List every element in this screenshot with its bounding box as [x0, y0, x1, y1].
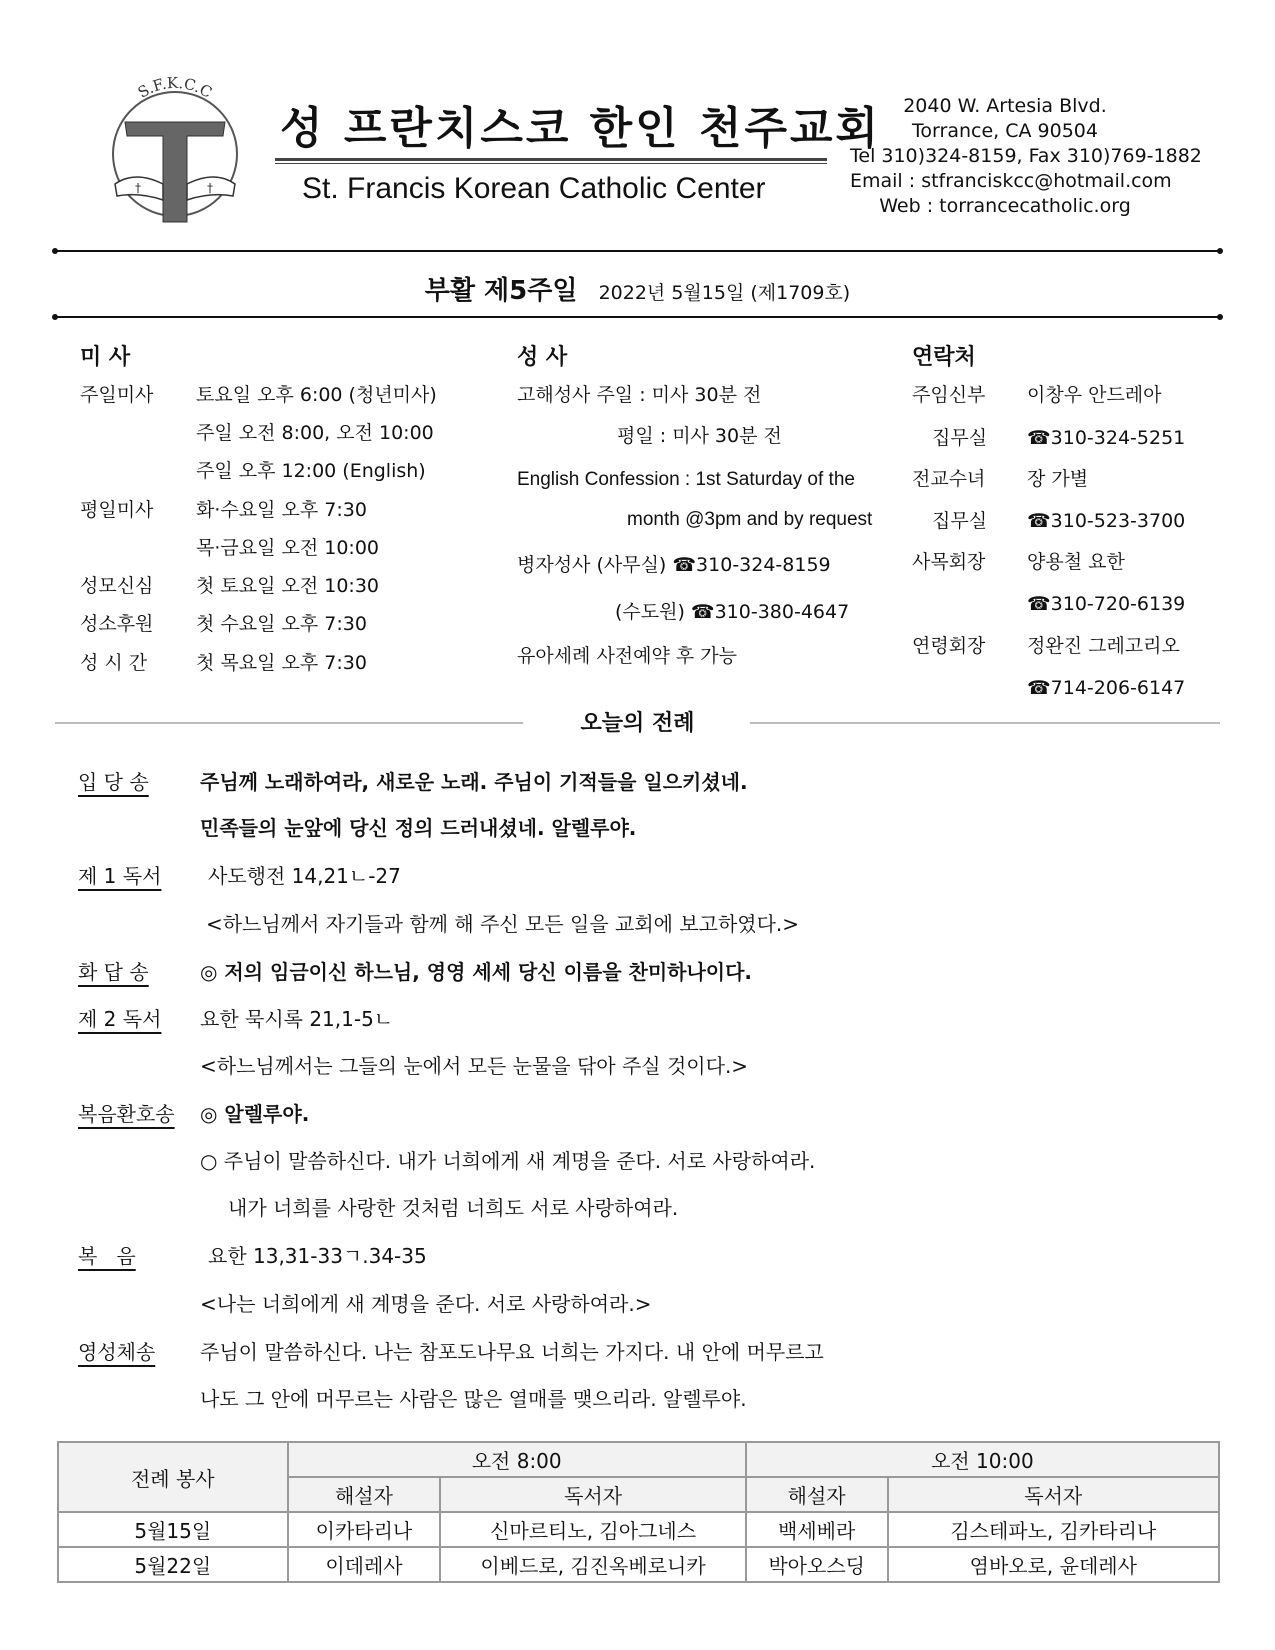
gospel-acclamation: ◎ 알렐루야. [200, 1102, 310, 1126]
gospel-acclamation-verse-2: 내가 너희를 사랑한 것처럼 너희도 서로 사랑하여라. [228, 1196, 679, 1220]
mass-value: 토요일 오후 6:00 (청년미사) [196, 384, 437, 406]
mass-value: 목·금요일 오전 10:00 [196, 537, 379, 559]
table-row [58, 1547, 1219, 1582]
commentator-10am: 백세베라 [746, 1512, 888, 1547]
divider-top [55, 250, 1220, 252]
mass-10am-header: 오전 10:00 [746, 1442, 1219, 1477]
contact-value: 장 가별 [1027, 468, 1089, 490]
svg-text:S.F.K.C.C [135, 74, 215, 102]
commentator-8am: 이카타리나 [288, 1512, 441, 1547]
mass-value: 첫 토요일 오전 10:30 [196, 575, 379, 597]
contact-value: 정완진 그레고리오 [1027, 635, 1180, 657]
table-row [58, 1512, 1219, 1547]
service-date: 5월22일 [58, 1547, 288, 1582]
entrance-antiphon-label: 입 당 송 [78, 770, 149, 794]
commentator-10am: 박아오스딩 [746, 1547, 888, 1582]
mass-label: 성모신심 [80, 575, 154, 597]
commentator-header: 해설자 [288, 1477, 441, 1512]
mass-value: 주일 오후 12:00 (English) [196, 460, 426, 482]
first-reading-ref: 사도행전 14,21ㄴ-27 [208, 864, 401, 888]
reader-header: 독서자 [440, 1477, 745, 1512]
mass-value: 주일 오전 8:00, 오전 10:00 [196, 422, 434, 444]
issue-line [0, 270, 1275, 307]
parish-title-english: St. Francis Korean Catholic Center [302, 172, 766, 205]
contact-label: 주임신부 [912, 384, 986, 406]
mass-label: 주일미사 [80, 384, 154, 406]
gospel-acclamation-verse-1: ○ 주님이 말씀하신다. 내가 너희에게 새 계명을 준다. 서로 사랑하여라. [200, 1149, 816, 1173]
anointing-convent: (수도원) ☎310-380-4647 [615, 601, 850, 623]
entrance-antiphon-line-2: 민족들의 눈앞에 당신 정의 드러내셨네. 알렐루야. [200, 816, 637, 840]
infant-baptism: 유아세례 사전예약 후 가능 [517, 645, 738, 667]
website: Web : torrancecatholic.org [879, 195, 1131, 217]
contact-value: 양용철 요한 [1027, 551, 1125, 573]
issue-title: 부활 제5주일 [424, 276, 578, 306]
mass-value: 첫 목요일 오후 7:30 [196, 652, 367, 674]
first-reading-label: 제 1 독서 [78, 864, 162, 888]
title-divider [275, 158, 827, 164]
service-date: 5월15일 [58, 1512, 288, 1547]
second-reading-ref: 요한 묵시록 21,1-5ㄴ [200, 1007, 394, 1031]
mass-8am-header: 오전 8:00 [288, 1442, 746, 1477]
contact-value: ☎310-720-6139 [1027, 593, 1186, 615]
email: Email : stfranciskcc@hotmail.com [850, 170, 1172, 192]
address-line-1: 2040 W. Artesia Blvd. [903, 95, 1107, 117]
readers-10am: 염바오로, 윤데레사 [888, 1547, 1219, 1582]
contact-value: ☎310-523-3700 [1027, 510, 1186, 532]
responsorial-psalm: ◎ 저의 임금이신 하느님, 영영 세세 당신 이름을 찬미하나이다. [200, 960, 753, 984]
gospel-acclamation-label: 복음환호송 [78, 1102, 175, 1126]
mass-label: 평일미사 [80, 499, 154, 521]
gospel-ref: 요한 13,31-33ㄱ.34-35 [208, 1244, 427, 1268]
second-reading-label: 제 2 독서 [78, 1007, 162, 1031]
divider-issue [55, 316, 1220, 318]
svg-text:†: † [207, 181, 213, 195]
liturgy-service-table [57, 1441, 1220, 1583]
parish-logo [95, 72, 255, 232]
anointing-office: 병자성사 (사무실) ☎310-324-8159 [517, 554, 831, 576]
logo-text: S.F.K.C.C [134, 73, 216, 102]
svg-text:†: † [135, 181, 141, 195]
first-reading-summary: <하느님께서 자기들과 함께 해 주신 모든 일을 교회에 보고하였다.> [206, 912, 800, 936]
english-confession-2: month @3pm and by request [627, 509, 873, 530]
mass-label: 성소후원 [80, 613, 154, 635]
contact-label: 집무실 [932, 510, 988, 532]
second-reading-summary: <하느님께서는 그들의 눈에서 모든 눈물을 닦아 주실 것이다.> [200, 1054, 749, 1078]
reader-header: 독서자 [888, 1477, 1219, 1512]
liturgy-heading: 오늘의 전례 [580, 711, 695, 736]
psalm-label: 화 답 송 [78, 960, 149, 984]
english-confession-1: English Confession : 1st Saturday of the [517, 469, 855, 490]
confession-weekday: 평일 : 미사 30분 전 [617, 425, 782, 447]
contact-label: 전교수녀 [912, 468, 986, 490]
gospel-label: 복 음 [78, 1244, 136, 1268]
address-line-2: Torrance, CA 90504 [912, 120, 1098, 142]
readers-8am: 신마르티노, 김아그네스 [440, 1512, 745, 1547]
communion-antiphon-line-2: 나도 그 안에 머무르는 사람은 많은 열매를 맺으리라. 알렐루야. [200, 1387, 747, 1411]
contact-label: 집무실 [932, 427, 988, 449]
contact-value: ☎714-206-6147 [1027, 677, 1186, 699]
contact-label: 연령회장 [912, 635, 986, 657]
gospel-summary: <나는 너희에게 새 계명을 준다. 서로 사랑하여라.> [200, 1292, 652, 1316]
mass-value: 첫 수요일 오후 7:30 [196, 613, 367, 635]
table-corner-cell: 전례 봉사 [58, 1442, 288, 1512]
parish-title-korean: 성 프란치스코 한인 천주교회 [280, 103, 882, 154]
communion-antiphon-line-1: 주님이 말씀하신다. 나는 참포도나무요 너희는 가지다. 내 안에 머무르고 [200, 1340, 824, 1364]
issue-date: 2022년 5월15일 (제1709호) [598, 282, 851, 304]
sacraments-heading: 성 사 [517, 345, 568, 370]
mass-value: 화·수요일 오후 7:30 [196, 499, 367, 521]
mass-label: 성 시 간 [80, 652, 148, 674]
phone-fax: Tel 310)324-8159, Fax 310)769-1882 [850, 145, 1202, 167]
commentator-header: 해설자 [746, 1477, 888, 1512]
contact-label: 사목회장 [912, 551, 986, 573]
confession-sunday: 고해성사 주일 : 미사 30분 전 [517, 384, 762, 406]
communion-antiphon-label: 영성체송 [78, 1340, 156, 1364]
contact-block [850, 94, 1202, 219]
entrance-antiphon-line-1: 주님께 노래하여라, 새로운 노래. 주님이 기적들을 일으키셨네. [200, 770, 748, 794]
commentator-8am: 이데레사 [288, 1547, 441, 1582]
contact-value: ☎310-324-5251 [1027, 427, 1186, 449]
mass-heading: 미 사 [80, 345, 131, 370]
contact-value: 이창우 안드레아 [1027, 384, 1162, 406]
contacts-heading: 연락처 [912, 345, 976, 370]
readers-10am: 김스테파노, 김카타리나 [888, 1512, 1219, 1547]
readers-8am: 이베드로, 김진옥베로니카 [440, 1547, 745, 1582]
